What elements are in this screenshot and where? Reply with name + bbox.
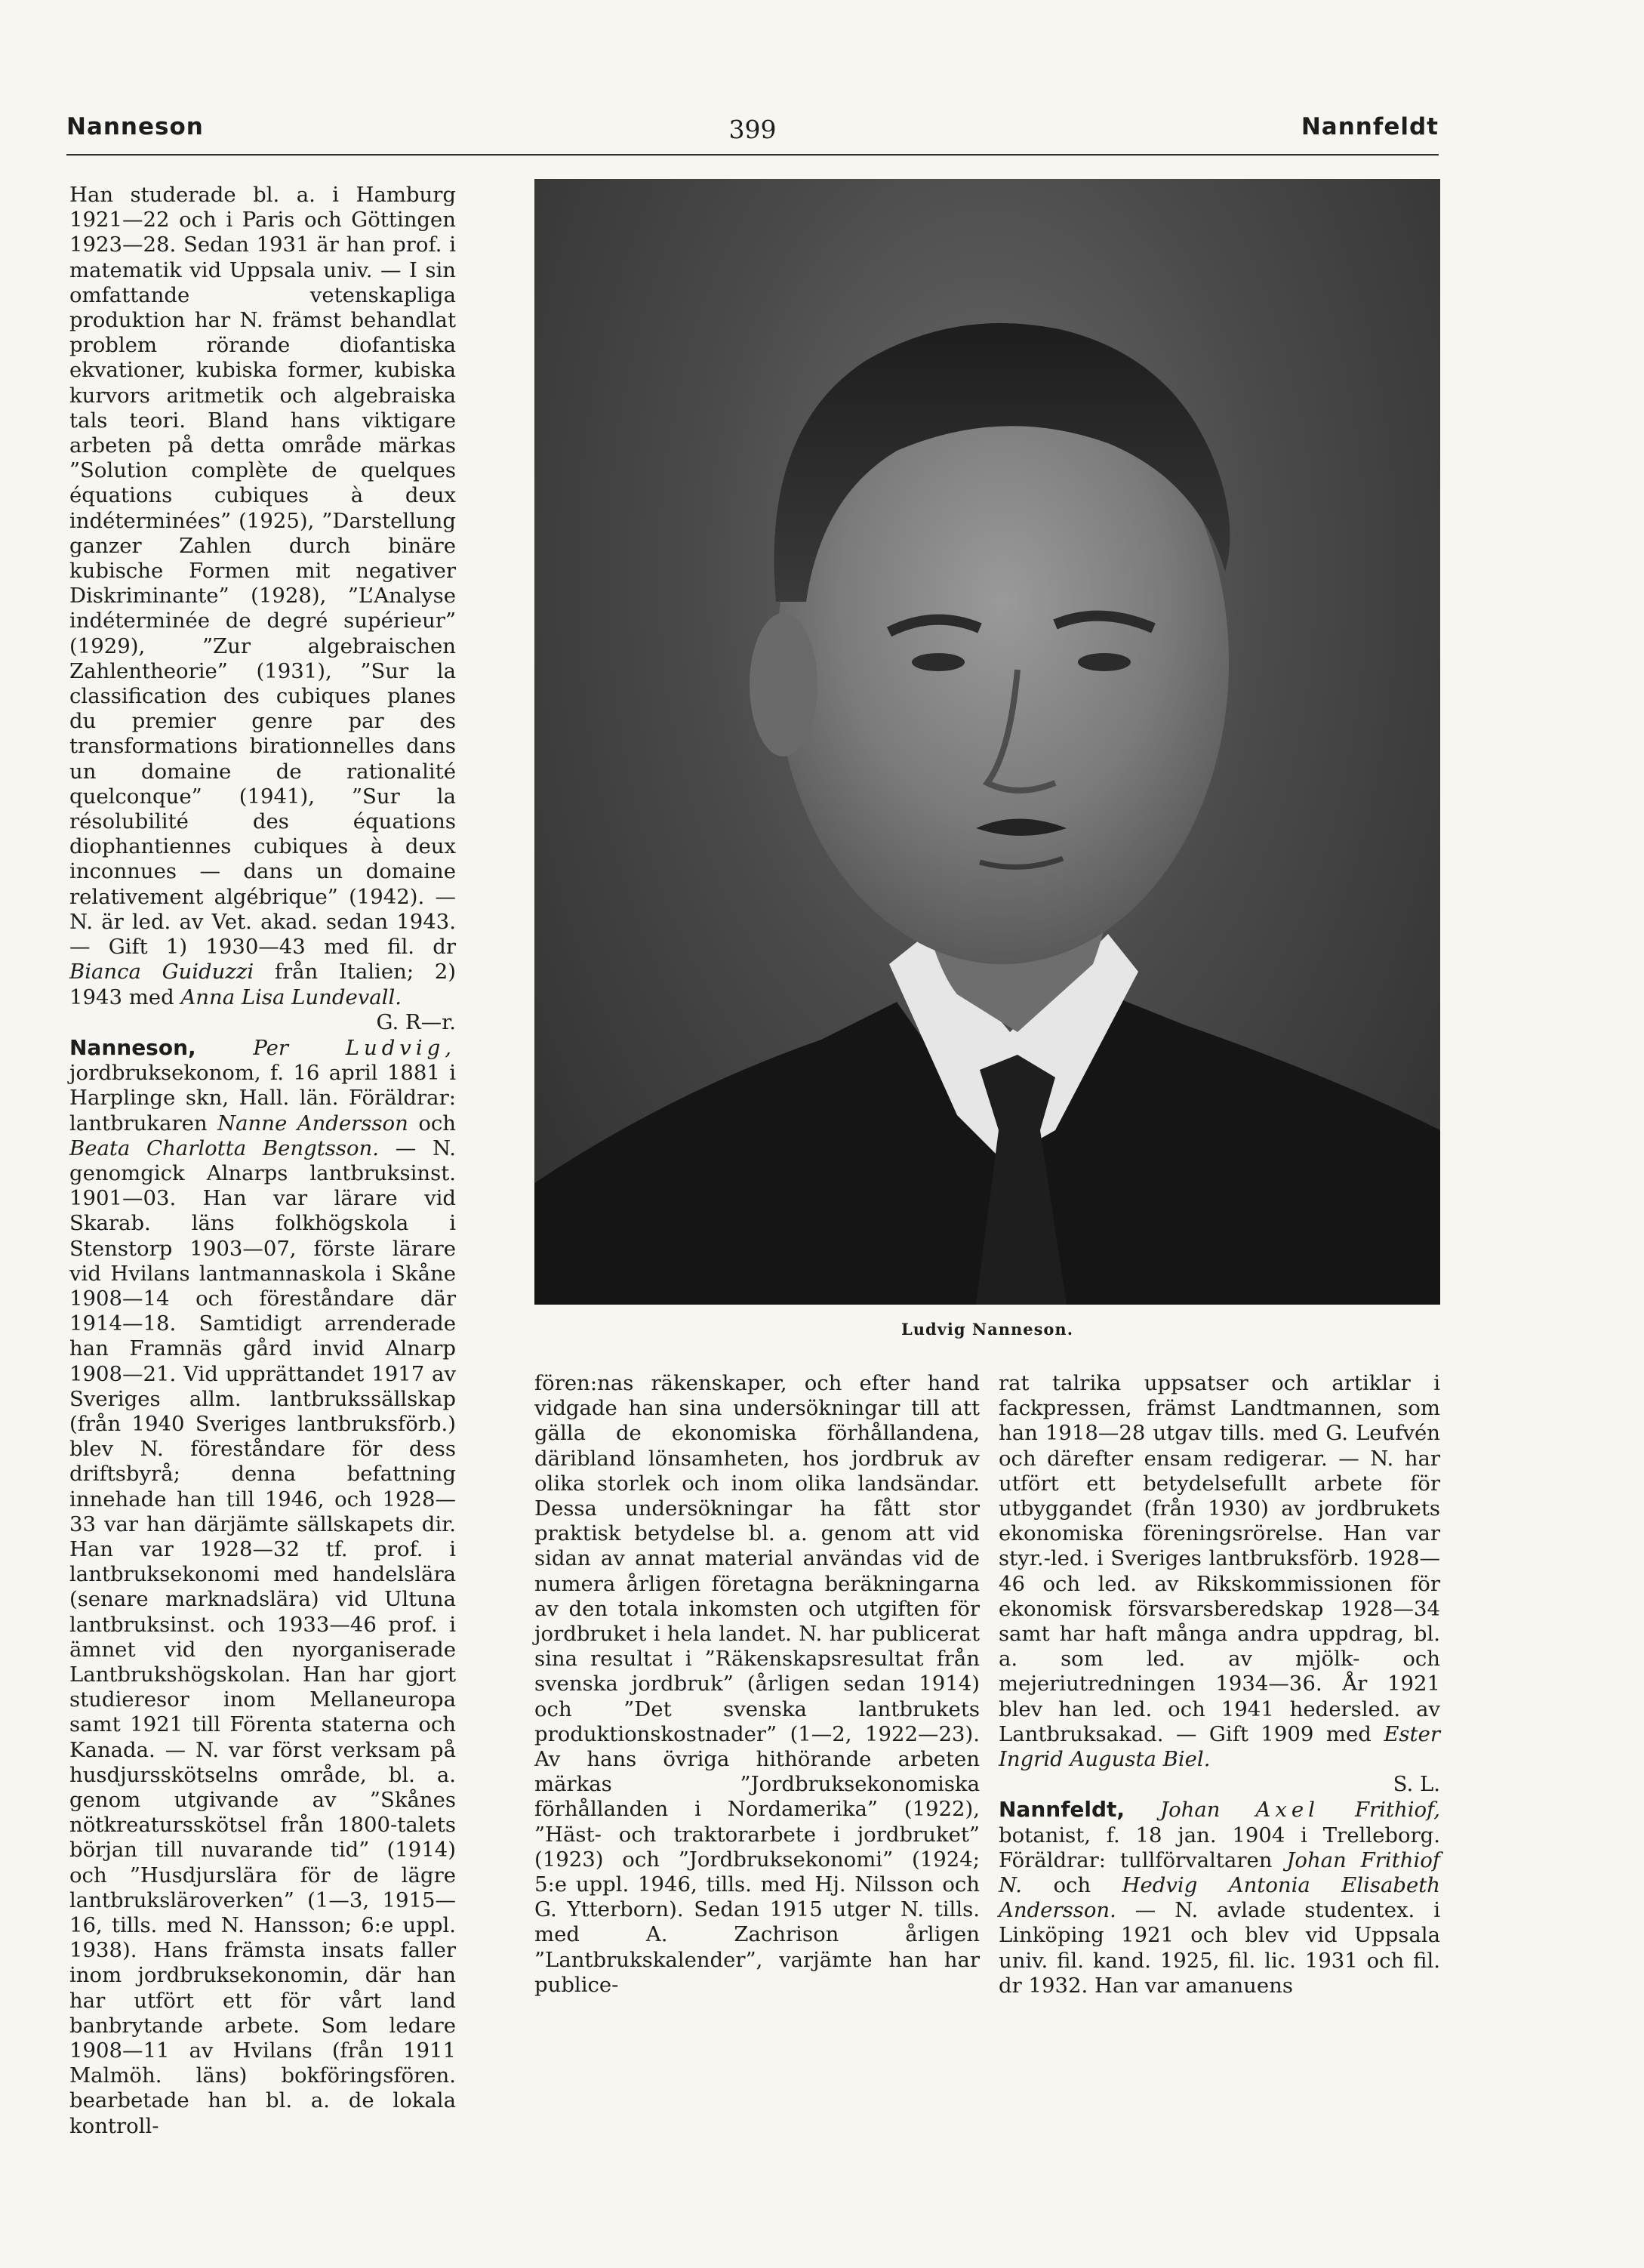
author-signature: S. L. [1393,1772,1440,1797]
and-word: och [408,1111,456,1136]
mother-name: Beata Charlotta Bengtsson. [69,1136,379,1160]
portrait-illustration [534,179,1440,1305]
and-word: och [1022,1873,1122,1898]
portrait-photo [534,179,1440,1305]
entry-given-name: Per [253,1035,289,1060]
middle-column [534,1371,980,1998]
entry-headword: Nanneson, [69,1034,196,1060]
spouse1-tail: från Italien; 2) 1943 med [69,960,456,1009]
photo-caption: Ludvig Nanneson. [901,1320,1073,1339]
running-header [66,113,1439,153]
right-continued-paragraph [999,1371,1440,1772]
spouse2-name: Anna Lisa Lundevall. [180,985,402,1009]
entry-headword: Nannfeldt, [999,1797,1125,1823]
header-rule [66,154,1439,156]
right-column [999,1371,1440,1998]
header-left-keyword: Nanneson [66,113,204,140]
middle-column-text: fören:nas räkenskaper, och efter hand vidgade han sina undersökningar till att gälla de ekonomiska förhållandena, däribland lönsamheten, hos jordbruk av olika storlek och inom olika landsändar. Dessa undersökningar ha fått stor praktisk betydelse bl. a. genom att vid sidan av annat material användas vid de numera årligen företagna beräkningarna av den totala inkomsten och utgiften för jordbruket i hela landet. N. har publicerat sina resultat i ”Räkenskapsresultat från svenska jordbruk” (årligen sedan 1914) och ”Det svenska lantbrukets produktionskostnader” (1—2, 1922—23). Av hans övriga hithörande arbeten märkas ”Jordbruksekonomiska förhållanden i Nordamerika” (1922), ”Häst- och traktorarbete i jordbruket” (1923) och ”Jordbruksekonomi” (1924; 5:e uppl. 1946, tills. med Hj. Nilsson och G. Ytterborn). Sedan 1915 utger N. tills. med A. Zachrison årligen ”Lantbrukskalender”, varjämte han har publice- [534,1371,980,1997]
entry-text-2: — N. genomgick Alnarps lantbruksinst. 1901—03. Han var lärare vid Skarab. läns folkhögskola i Stenstorp 1903—07, förste lärare vid Hvilans lantmannaskola i Skåne 1908—14 och föreståndare där 1914—18. Samtidigt arrenderade han Framnäs gård invid Alnarp 1908—21. Vid upprättandet 1917 av Sveriges allm. lantbrukssällskap (från 1940 Sveriges lantbruksförb.) blev N. föreståndare för dess driftsbyrå; denna befattning innehade han till 1946, och 1928—33 var han därjämte sällskapets dir. Han var 1928—32 tf. prof. i lantbruksekonomi med handelslära (senare marknadslära) vid Ultuna lantbruksinst. och 1933—46 prof. i ämnet vid den nyorganiserade Lantbrukshögskolan. Han har gjort studieresor inom Mellaneuropa samt 1921 till Förenta staterna och Kanada. — N. var först verksam på husdjursskötselns område, bl. a. genom utgivande av ”Skånes nötkreatursskötsel från 1800-talets början till nuvarande tid” (1914) och ”Husdjurslära för de lägre lantbruksläroverken” (1—3, 1915—16, tills. med N. Hansson; 6:e uppl. 1938). Hans främsta insats faller inom jordbruksekonomin, där han har utfört ett för vårt land banbrytande arbete. Som ledare 1908—11 av Hvilans (från 1911 Malmöh. läns) bokföringsfören. bearbetade han bl. a. de lokala kontroll- [69,1136,456,2138]
page-number: 399 [728,115,777,144]
entry-given-rest: Frithiof, [1354,1798,1441,1823]
spouse-name: Ester Ingrid Augusta Biel. [999,1721,1440,1772]
continued-entry-paragraph [69,183,456,1010]
intro-text: Han studerade bl. a. i Hamburg 1921—22 och i Paris och Göttingen 1923—28. Sedan 1931 är han prof. i matematik vid Uppsala univ. — I sin omfattande vetenskapliga produktion har N. främst behandlat problem rörande diofantiska ekvationer, kubiska former, kubiska kurvors aritmetik och algebraiska tals teori. Bland hans viktigare arbeten på detta område märkas ”Solution complète de quelques équations cubiques à deux indéterminées” (1925), ”Darstellung ganzer Zahlen durch binäre kubische Formen mit negativer Diskriminante” (1928), ”L’Analyse indéterminée de degré supérieur” (1929), ”Zur algebraischen Zahlentheorie” (1931), ”Sur la classification des cubiques planes du premier genre par des transformations birationnelles dans un domaine de rationalité quelconque” (1941), ”Sur la résolubilité des équations diophantiennes cubiques à deux inconnues — dans un domaine relativement algébrique” (1942). — N. är led. av Vet. akad. sedan 1943. — Gift 1) 1930—43 med fil. dr [69,183,456,960]
entry-called-name: Axel [1255,1798,1319,1823]
left-column [69,183,456,2139]
entry-text-1: jordbruksekonom, f. 16 april 1881 i Harplinge skn, Hall. län. Föräldrar: lantbrukaren [69,1061,456,1136]
mother-name: Hedvig Antonia Elisabeth Andersson. [999,1873,1440,1923]
spouse1-name: Bianca Guiduzzi [69,960,254,985]
entry-nanneson [69,1035,456,2139]
entry-text-2: — N. avlade studentex. i Linköping 1921 och blev vid Uppsala univ. fil. kand. 1925, fil. lic. 1931 och fil. dr 1932. Han var amanuens [999,1898,1440,1998]
entry-given-name: Johan [1160,1798,1221,1823]
father-name: Nanne Andersson [217,1111,408,1136]
author-signature: G. R—r. [376,1009,456,1034]
entry-text-1: botanist, f. 18 jan. 1904 i Trelleborg. Föräldrar: tullförvaltaren [999,1823,1440,1872]
entry-called-name: Ludvig, [345,1035,456,1060]
right-intro-text: rat talrika uppsatser och artiklar i fackpressen, främst Landtmannen, som han 1918—28 utgav tills. med G. Leufvén och därefter ensam redigerar. — N. har utfört ett betydelsefullt arbete för utbyggandet (från 1930) av jordbrukets ekonomiska föreningsrörelse. Han var styr.-led. i Sveriges lantbruksförb. 1928—46 och led. av Rikskommissionen för ekonomisk försvarsberedskap 1928—34 samt har haft många andra uppdrag, bl. a. som led. av mjölk- och mejeriutredningen 1934—36. År 1921 blev han led. och 1941 hedersled. av Lantbruksakad. — Gift 1909 med [999,1371,1440,1746]
header-right-keyword: Nannfeldt [1301,113,1439,140]
father-name: Johan Frithiof N. [999,1847,1440,1898]
entry-nannfeldt [999,1797,1440,1998]
